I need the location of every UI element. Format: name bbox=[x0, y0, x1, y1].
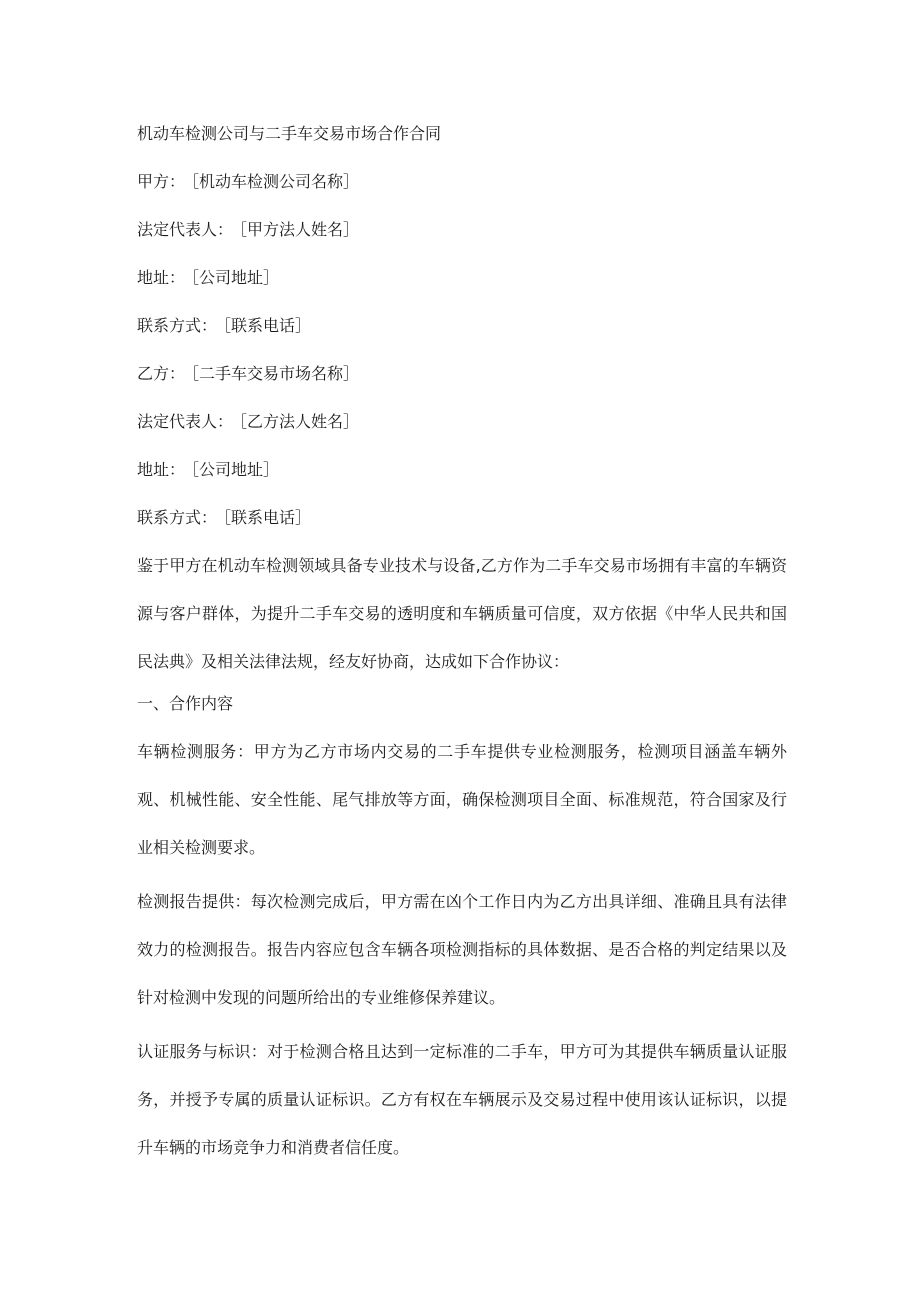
party-a-rep-label: 法定代表人： bbox=[137, 220, 234, 239]
party-a-contact-label: 联系方式： bbox=[137, 316, 218, 335]
party-a-addr-label: 地址： bbox=[137, 268, 186, 287]
party-b-addr-row bbox=[137, 458, 787, 482]
clause-paragraph: 认证服务与标识：对于检测合格且达到一定标准的二手车，甲方可为其提供车辆质量认证服务，并授予专属的质量认证标识。乙方有权在车辆展示及交易过程中使用该认证标识，以提升车辆的市场竞争力和消费者信任度。 bbox=[137, 1042, 787, 1157]
party-b-rep: ［乙方法人姓名］ bbox=[239, 412, 360, 431]
party-b-rep-label: 法定代表人： bbox=[137, 412, 234, 431]
party-b-label: 乙方： bbox=[137, 364, 186, 383]
document-title: 机动车检测公司与二手车交易市场合作合同 bbox=[137, 124, 442, 143]
clause-paragraph: 检测报告提供：每次检测完成后，甲方需在凶个工作日内为乙方出具详细、准确且具有法律效力的检测报告。报告内容应包含车辆各项检测指标的具体数据、是否合格的判定结果以及针对检测中发现的问题所给出的专业维修保养建议。 bbox=[137, 892, 787, 1007]
party-a-rep: ［甲方法人姓名］ bbox=[239, 220, 360, 239]
party-a-name: ［机动车检测公司名称］ bbox=[191, 172, 360, 191]
party-a-addr: ［公司地址］ bbox=[191, 268, 280, 287]
party-a-addr-row bbox=[137, 266, 787, 290]
party-b-addr-label: 地址： bbox=[137, 460, 186, 479]
party-a-rep-row bbox=[137, 218, 787, 242]
preamble-paragraph: 鉴于甲方在机动车检测领域具备专业技术与设备,乙方作为二手车交易市场拥有丰富的车辆资源与客户群体，为提升二手车交易的透明度和车辆质量可信度，双方依据《中华人民共和国民法典》及相关法律法规，经友好协商，达成如下合作协议： bbox=[137, 556, 787, 671]
section-heading: 一、合作内容 bbox=[137, 694, 234, 713]
party-b-rep-row bbox=[137, 410, 787, 434]
party-b-addr: ［公司地址］ bbox=[191, 460, 280, 479]
party-a-name-row bbox=[137, 170, 787, 194]
clause-paragraph: 车辆检测服务：甲方为乙方市场内交易的二手车提供专业检测服务，检测项目涵盖车辆外观、机械性能、安全性能、尾气排放等方面，确保检测项目全面、标准规范，符合国家及行业相关检测要求。 bbox=[137, 742, 787, 857]
party-b-contact-row bbox=[137, 506, 787, 530]
party-b-contact-label: 联系方式： bbox=[137, 508, 218, 527]
party-b-name: ［二手车交易市场名称］ bbox=[191, 364, 360, 383]
document-body bbox=[137, 122, 787, 1190]
party-a-contact-row bbox=[137, 314, 787, 338]
party-b-name-row bbox=[137, 362, 787, 386]
party-a-label: 甲方： bbox=[137, 172, 186, 191]
party-b-contact: ［联系电话］ bbox=[223, 508, 312, 527]
party-a-contact: ［联系电话］ bbox=[223, 316, 312, 335]
